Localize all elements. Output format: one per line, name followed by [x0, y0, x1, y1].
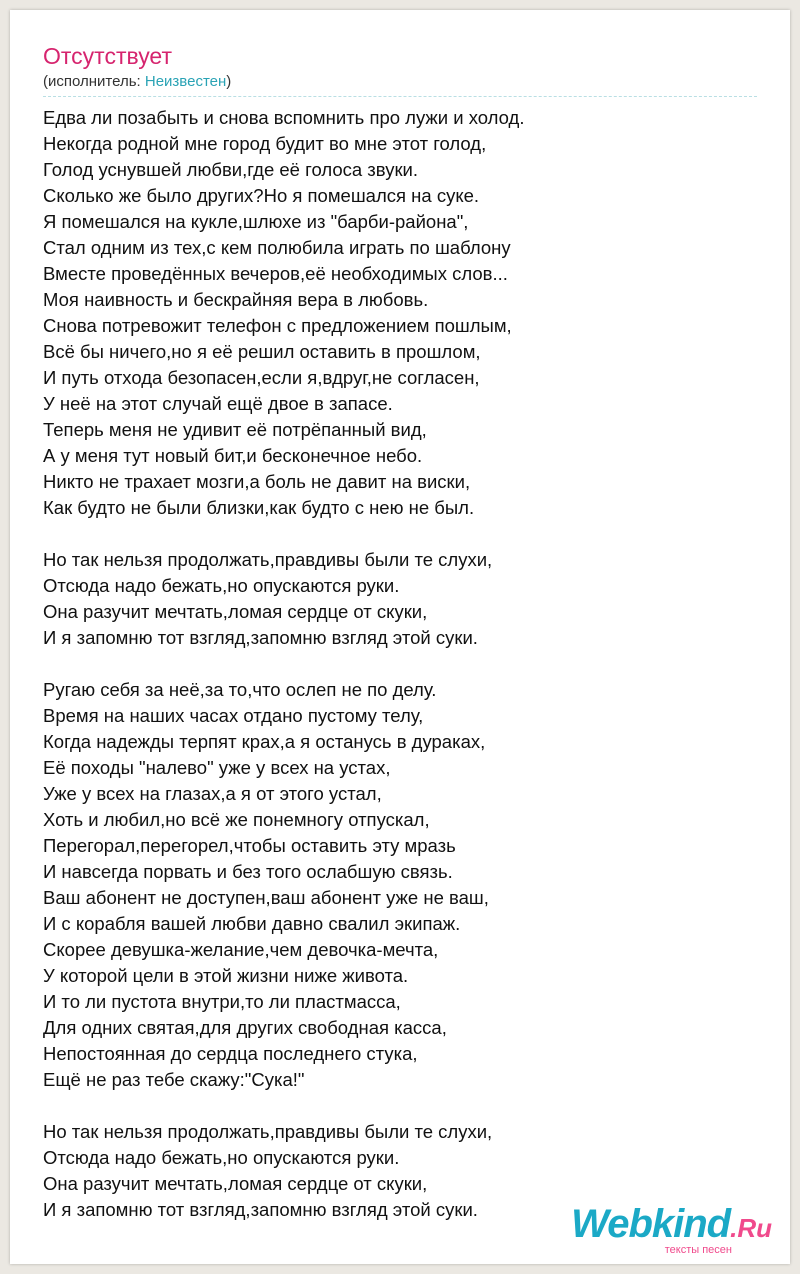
lyric-line: У неё на этот случай ещё двое в запасе. [43, 393, 393, 414]
lyric-line: Моя наивность и бескрайняя вера в любовь. [43, 289, 429, 310]
lyric-line: Но так нельзя продолжать,правдивы были те слухи, [43, 549, 493, 570]
lyric-line: Как будто не были близки,как будто с нею не был. [43, 497, 475, 518]
lyric-line: Вместе проведённых вечеров,её необходимых слов... [43, 263, 508, 284]
lyric-line: Когда надежды терпят крах,а я останусь в дураках, [43, 731, 486, 752]
lyric-line: Снова потревожит телефон с предложением пошлым, [43, 315, 512, 336]
lyric-line: Её походы "налево" уже у всех на устах, [43, 757, 391, 778]
lyric-line: Я помешался на кукле,шлюхе из "барби-района", [43, 211, 469, 232]
artist-suffix: ) [226, 73, 232, 90]
lyric-line: Отсюда надо бежать,но опускаются руки. [43, 575, 400, 596]
lyric-line: Никто не трахает мозги,а боль не давит на виски, [43, 471, 471, 492]
lyric-line: Отсюда надо бежать,но опускаются руки. [43, 1147, 400, 1168]
artist-prefix: (исполнитель: [43, 73, 145, 90]
stanza-break [43, 521, 763, 547]
lyric-line: Теперь меня не удивит её потрёпанный вид, [43, 419, 427, 440]
lyric-line: Ругаю себя за неё,за то,что ослеп не по делу. [43, 679, 437, 700]
lyric-line: И я запомню тот взгляд,запомню взгляд этой суки. [43, 627, 478, 648]
lyric-line: Ещё не раз тебе скажу:"Сука!" [43, 1069, 305, 1090]
lyric-line: И навсегда порвать и без того ослабшую связь. [43, 861, 453, 882]
webkind-logo [571, 1204, 772, 1256]
lyric-line: Ваш абонент не доступен,ваш абонент уже не ваш, [43, 887, 489, 908]
lyric-line: Голод уснувшей любви,где её голоса звуки. [43, 159, 419, 180]
stanza-break [43, 651, 763, 677]
lyric-line: И путь отхода безопасен,если я,вдруг,не согласен, [43, 367, 480, 388]
header-divider [43, 96, 757, 97]
lyric-line: У которой цели в этой жизни ниже живота. [43, 965, 409, 986]
lyric-line: Хоть и любил,но всё же понемногу отпускал, [43, 809, 430, 830]
lyrics-text [43, 105, 763, 1223]
lyric-line: Скорее девушка-желание,чем девочка-мечта, [43, 939, 439, 960]
logo-domain: .Ru [730, 1213, 772, 1243]
lyric-line: Уже у всех на глазах,а я от этого устал, [43, 783, 382, 804]
lyric-line: И я запомню тот взгляд,запомню взгляд этой суки. [43, 1199, 478, 1220]
lyric-line: А у меня тут новый бит,и бесконечное небо. [43, 445, 423, 466]
lyric-line: Некогда родной мне город будит во мне этот голод, [43, 133, 487, 154]
lyric-line: И то ли пустота внутри,то ли пластмасса, [43, 991, 401, 1012]
logo-name: Webkind [571, 1202, 731, 1246]
lyric-line: Но так нельзя продолжать,правдивы были те слухи, [43, 1121, 493, 1142]
lyric-line: Едва ли позабыть и снова вспомнить про лужи и холод. [43, 107, 525, 128]
song-title: Отсутствует [43, 43, 172, 69]
lyric-line: Стал одним из тех,с кем полюбила играть по шаблону [43, 237, 511, 258]
lyric-line: Она разучит мечтать,ломая сердце от скуки, [43, 1173, 428, 1194]
lyric-line: И с корабля вашей любви давно свалил экипаж. [43, 913, 461, 934]
lyrics-page [10, 10, 790, 1264]
lyric-line: Время на наших часах отдано пустому телу, [43, 705, 424, 726]
stanza-break [43, 1093, 763, 1119]
lyric-line: Всё бы ничего,но я её решил оставить в прошлом, [43, 341, 481, 362]
logo-tagline: тексты песен [664, 1244, 732, 1256]
artist-link[interactable]: Неизвестен [144, 73, 227, 90]
artist-line [43, 73, 231, 91]
lyric-line: Непостоянная до сердца последнего стука, [43, 1043, 418, 1064]
lyric-line: Для одних святая,для других свободная касса, [43, 1017, 447, 1038]
lyric-line: Сколько же было других?Но я помешался на суке. [43, 185, 480, 206]
lyric-line: Она разучит мечтать,ломая сердце от скуки, [43, 601, 428, 622]
lyric-line: Перегорал,перегорел,чтобы оставить эту мразь [43, 835, 456, 856]
